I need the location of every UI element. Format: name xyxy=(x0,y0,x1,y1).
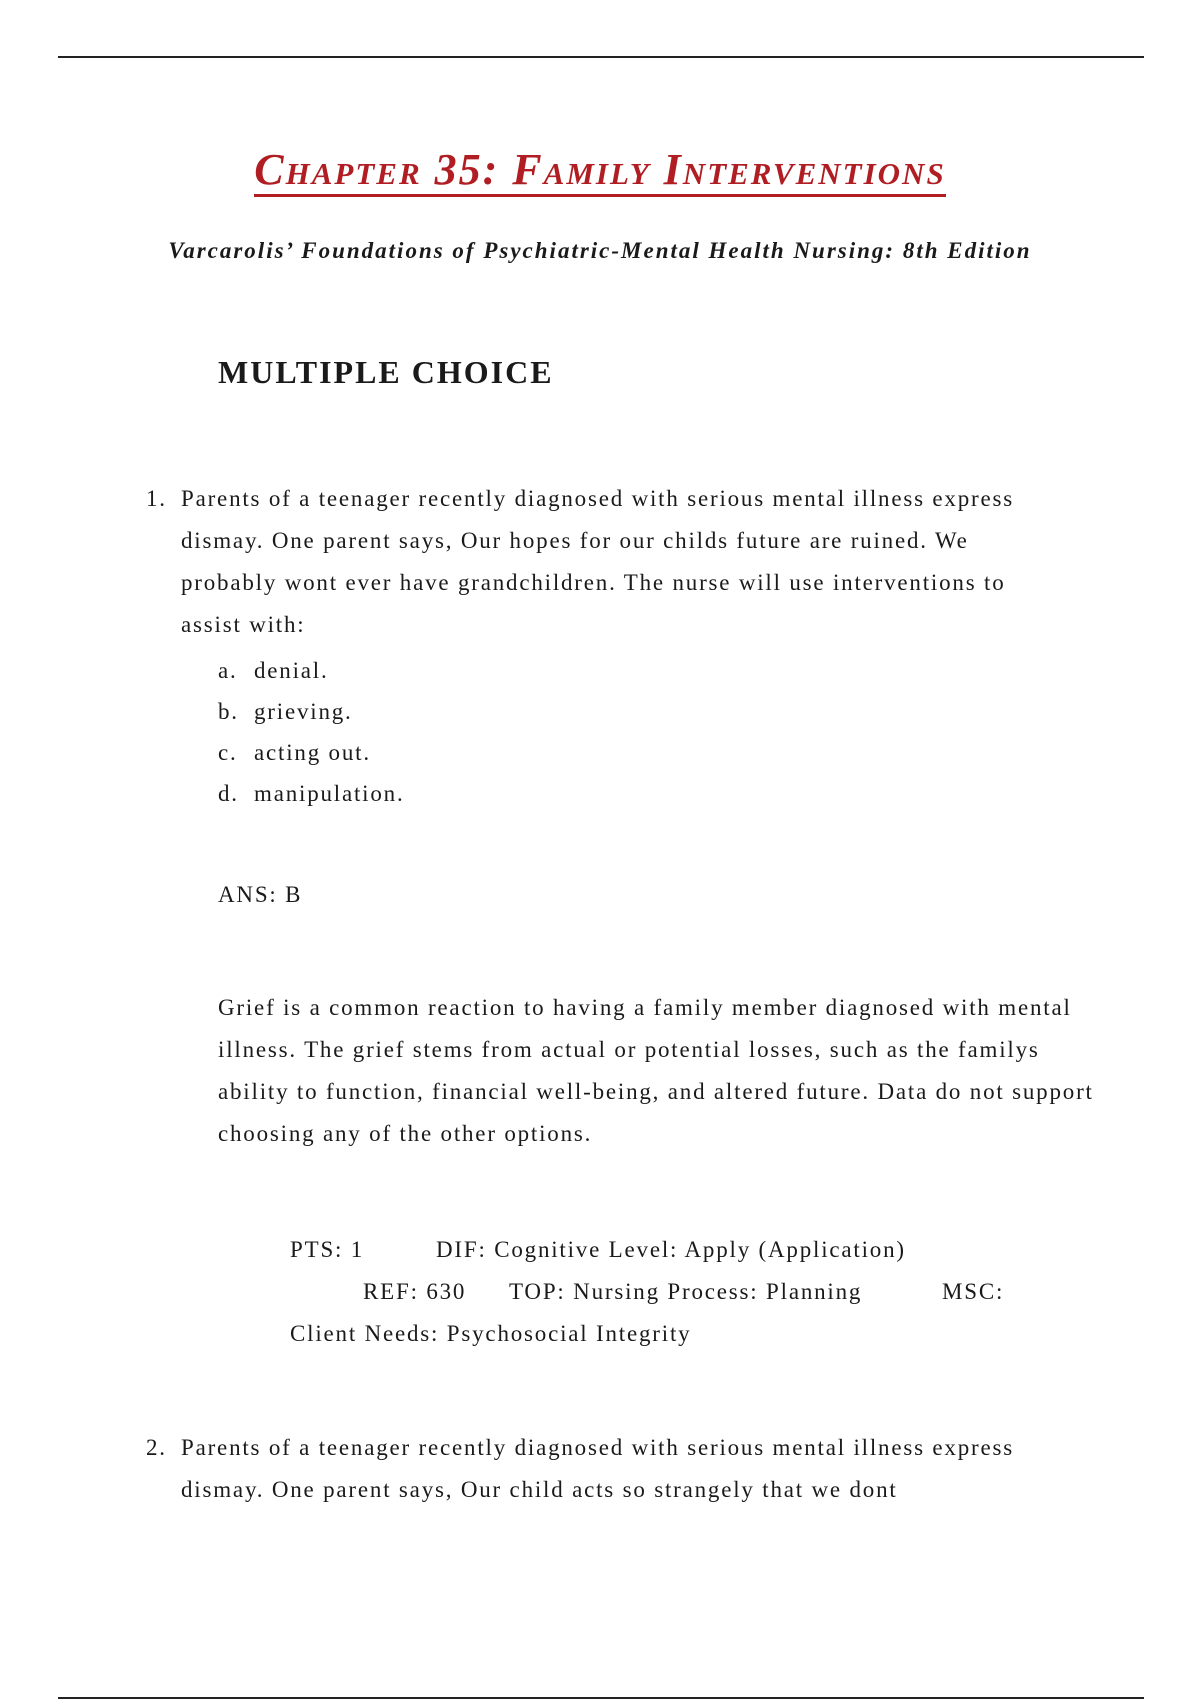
option-letter: a. xyxy=(218,658,238,683)
question-number: 1. xyxy=(146,486,167,511)
question-number: 2. xyxy=(146,1435,167,1460)
option-text: denial. xyxy=(254,658,329,683)
option-letter: b. xyxy=(218,699,239,724)
bottom-rule xyxy=(58,1697,1144,1699)
top-rule xyxy=(58,56,1144,58)
msc-label: MSC: Client Needs: Psychosocial Integrity xyxy=(290,1279,1005,1346)
option-letter: c. xyxy=(218,740,238,765)
book-title: Varcarolis’ Foundations of Psychiatric-Mental Health Nursing: 8th Edition xyxy=(168,238,1032,263)
option-text: grieving. xyxy=(254,699,353,724)
question-stem: Parents of a teenager recently diagnosed with serious mental illness express dismay. One parent says, Our child acts so strangely that we dont xyxy=(181,1435,1014,1502)
option-text: acting out. xyxy=(254,740,371,765)
ref-label: REF: 630 xyxy=(363,1279,467,1304)
answer-options xyxy=(218,650,405,814)
chapter-title-text: Chapter 35: Family Interventions xyxy=(254,148,945,197)
pts-label: PTS: 1 xyxy=(290,1237,365,1262)
option-a xyxy=(218,650,405,691)
rationale: Grief is a common reaction to having a family member diagnosed with mental illness. The grief stems from actual or potential losses, such as the familys ability to function, financial well-being, and altered future. Data do not support choosing any of the other options. xyxy=(218,995,1094,1146)
option-d xyxy=(218,773,405,814)
option-letter: d. xyxy=(218,781,239,806)
option-c xyxy=(218,732,405,773)
option-b xyxy=(218,691,405,732)
dif-label: DIF: Cognitive Level: Apply (Application) xyxy=(436,1237,906,1262)
option-text: manipulation. xyxy=(254,781,405,806)
question-stem: Parents of a teenager recently diagnosed with serious mental illness express dismay. One parent says, Our hopes for our childs future are ruined. We probably wont ever have grandchildren. The nurse will use interventions to assist with: xyxy=(181,486,1014,637)
chapter-title xyxy=(0,145,1200,197)
top-label: TOP: Nursing Process: Planning xyxy=(509,1279,863,1304)
section-heading: MULTIPLE CHOICE xyxy=(218,354,554,390)
answer-key: ANS: B xyxy=(218,882,303,907)
